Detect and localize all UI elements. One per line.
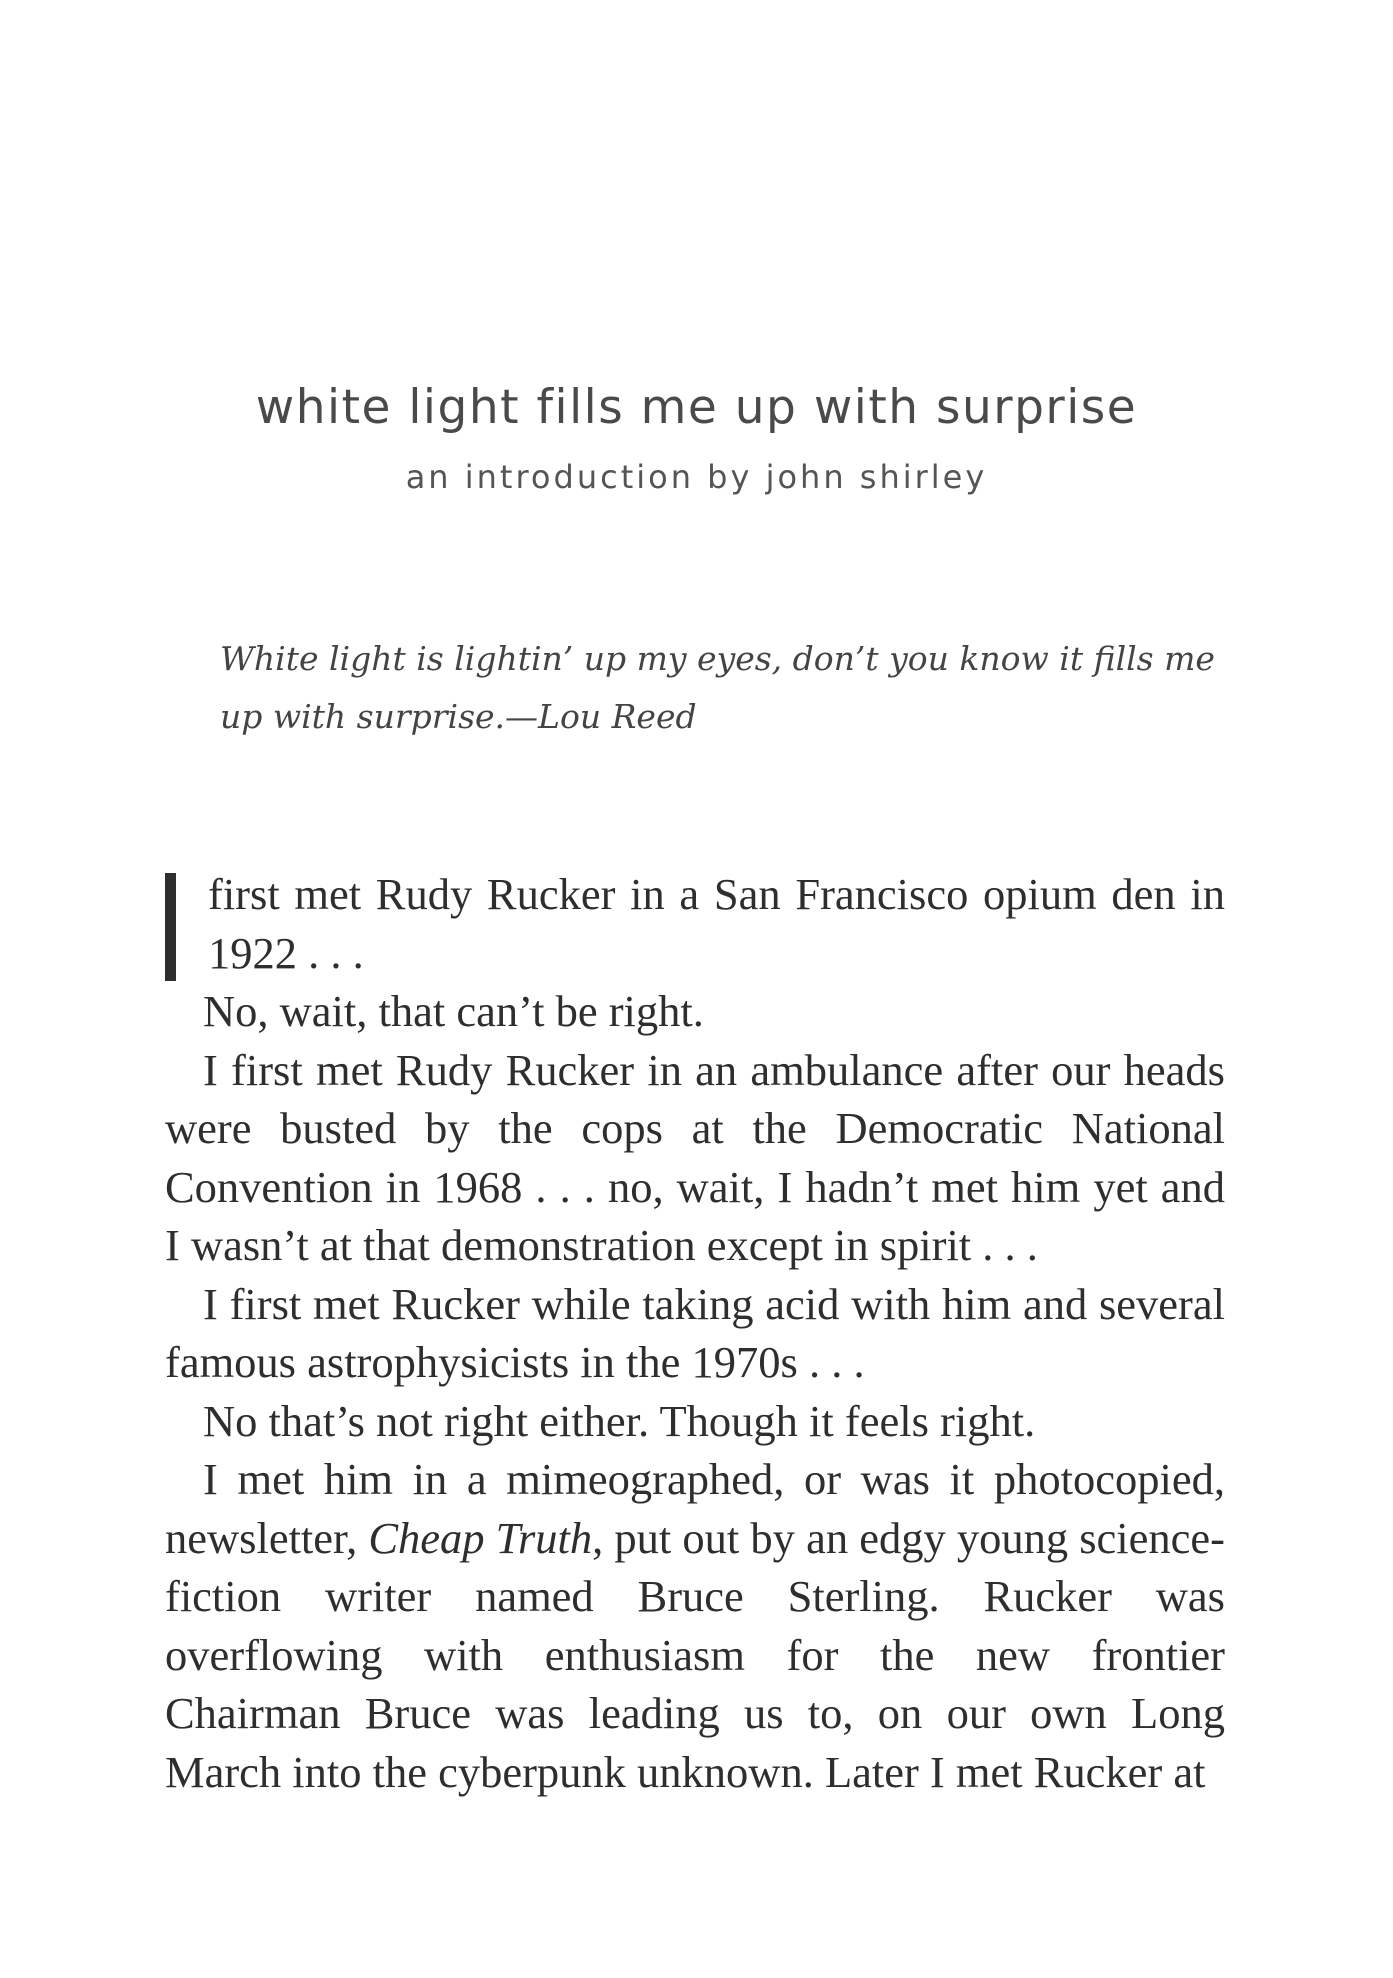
paragraph-2: No, wait, that can’t be right. bbox=[203, 986, 704, 1036]
chapter-subtitle: an introduction by john shirley bbox=[405, 458, 988, 496]
body-text bbox=[165, 865, 1225, 1801]
drop-cap bbox=[165, 873, 176, 981]
paragraph-6-end: , put out by an edgy young science-fiction writer named Bruce Sterling. Rucker was overflowing with enthusiasm for the new frontier Chairman Bruce was leading us to, on our own Long March into the cyberpunk unknown. Later I met Rucker at bbox=[165, 1512, 1225, 1797]
chapter-title: white light fills me up with surprise bbox=[255, 380, 1138, 435]
paragraph-4: I first met Rucker while taking acid with him and several famous astrophysicists in the 1970s . . . bbox=[165, 1278, 1225, 1387]
paragraph-5: No that’s not right either. Though it feels right. bbox=[203, 1395, 1036, 1446]
paragraph-6-start: I met him in a mimeographed, or was it photocopied, newsletter, bbox=[165, 1454, 1225, 1563]
paragraph-1-text: first met Rudy Rucker in a San Francisco opium den in 1922 . . . bbox=[208, 869, 1225, 978]
newsletter-title: Cheap Truth bbox=[368, 1512, 593, 1563]
paragraph-1 bbox=[165, 865, 1225, 982]
paragraph-3: I first met Rudy Rucker in an ambulance after our heads were busted by the cops at the Democratic National Convention in 1968 . . . no, wait, I hadn’t met him yet and I wasn’t at that demonstration except in spirit . . . bbox=[165, 1044, 1225, 1270]
paragraph-6 bbox=[165, 1450, 1225, 1801]
epigraph: White light is lightin’ up my eyes, don’t you know it fills me up with surprise.—Lou Reed bbox=[220, 639, 1215, 736]
